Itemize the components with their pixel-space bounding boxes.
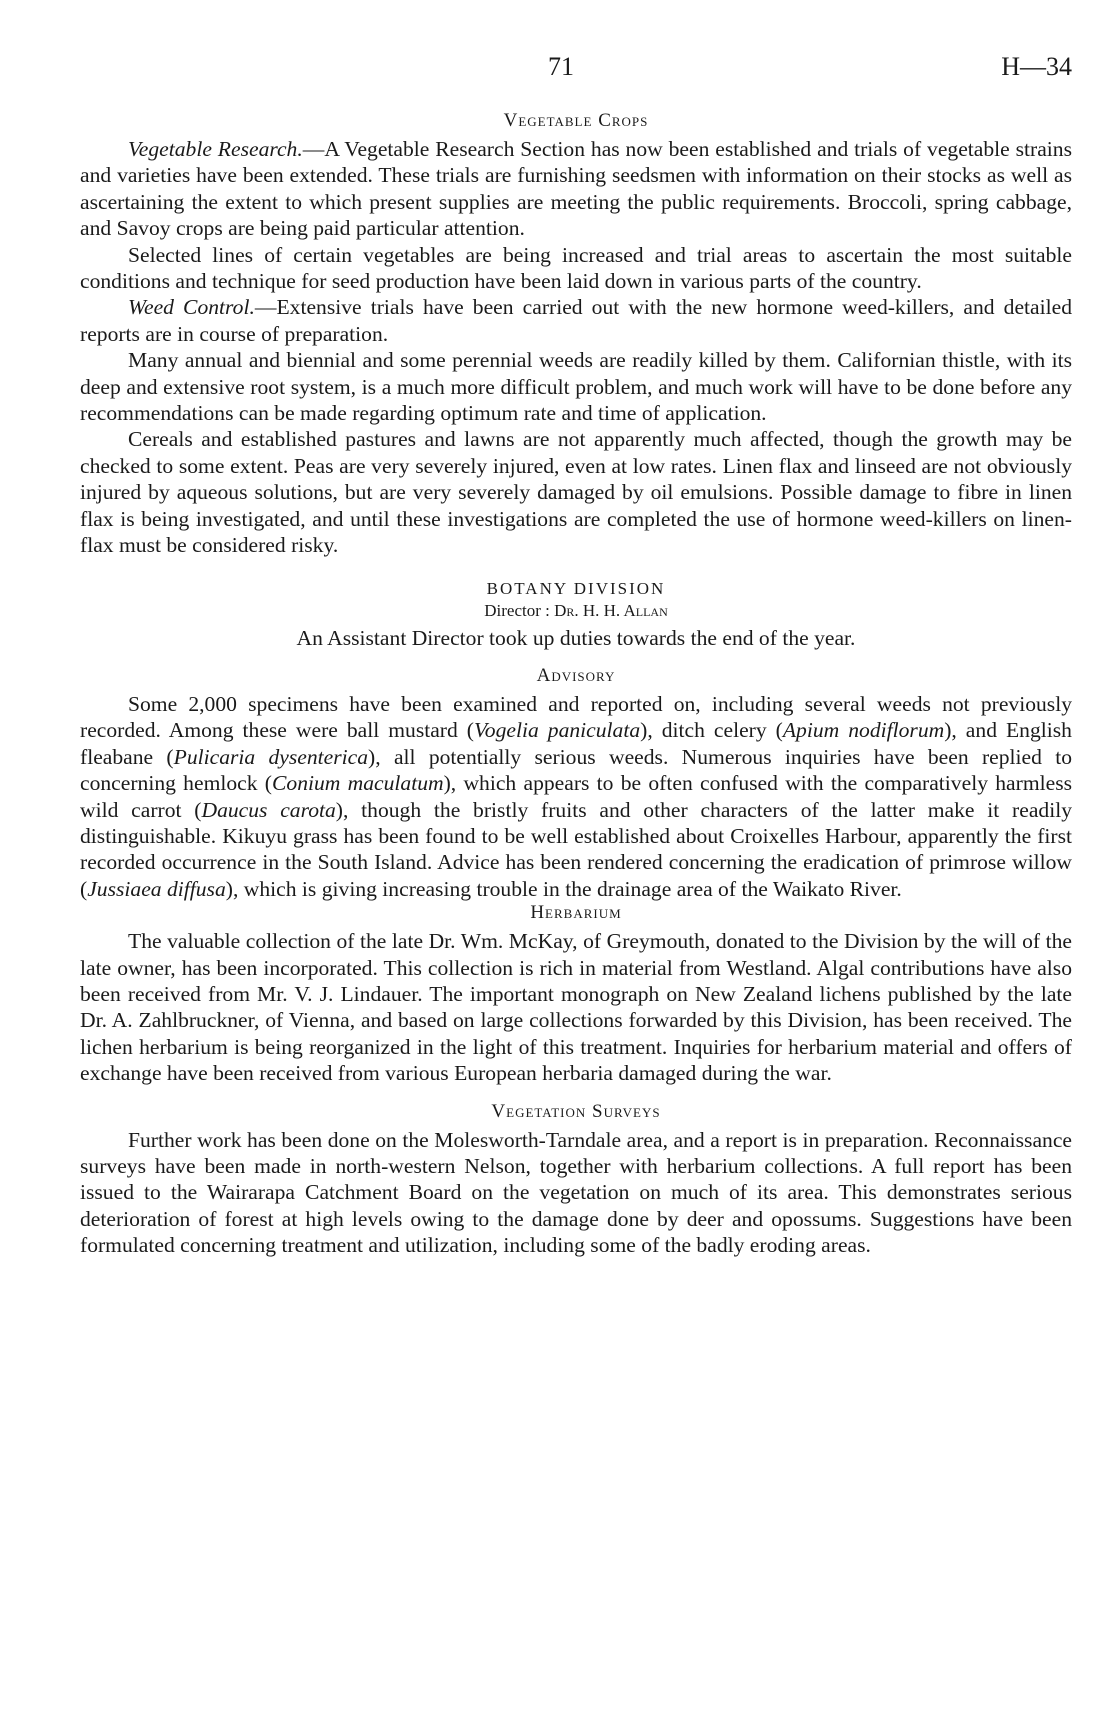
paragraph-assistant-director: An Assistant Director took up duties towards the end of the year.	[296, 625, 856, 650]
text-run: ), ditch celery (	[640, 718, 783, 743]
paragraph-weed-control	[80, 294, 1072, 347]
species-name: Daucus carota	[201, 797, 336, 822]
run-in-heading-vegetable-research: Vegetable Research.	[128, 137, 303, 161]
paragraph-vegetation-surveys: Further work has been done on the Molesworth-Tarndale area, and a report is in preparation. Reconnaissance surveys have been made in north-western Nelson, together with herbarium collections. A full report has been issued to the Wairarapa Catchment Board on the vegetation on much of its area. This demonstrates serious deterioration of forest at high levels owing to the damage done by deer and opossums. Suggestions have been formulated concerning treatment and utilization, including some of the badly eroding areas.	[80, 1127, 1072, 1258]
section-heading-vegetable-crops: Vegetable Crops	[503, 110, 649, 131]
text-run: ), which appears to be often confused with the comparatively harmless wild carrot (	[80, 771, 1073, 822]
director-line	[80, 601, 1072, 621]
text-run: ), which is giving increasing trouble in the drainage area of the Waikato River.	[225, 876, 902, 901]
section-heading-herbarium: Herbarium	[530, 902, 622, 924]
division-title: BOTANY DIVISION	[486, 578, 666, 598]
director-label: Director :	[484, 600, 550, 620]
paragraph-selected-lines: Selected lines of certain vegetables are being increased and trial areas to ascertain the most suitable conditions and technique for seed production have been laid down in various parts of the country.	[80, 242, 1072, 294]
paragraph-text: —A Vegetable Research Section has now been established and trials of vegetable strains and varieties have been extended. These trials are furnishing seedsmen with information on their stocks as well as ascertaining the extent to which present supplies are meeting the public requirements. Broccoli, spring cabbage, and Savoy crops are being paid particular attention.	[80, 137, 1072, 241]
text-run: ), all potentially serious weeds. Numerous inquiries have been replied to concerning hemlock (	[80, 744, 1072, 796]
paragraph-vegetable-research	[80, 136, 1072, 242]
page-number: 71	[548, 52, 574, 81]
text-run: ), and English fleabane (	[80, 718, 1072, 769]
paragraph-text: —Extensive trials have been carried out with the new hormone weed-killers, and detailed reports are in course of preparation.	[80, 295, 1072, 346]
text-run: Some 2,000 specimens have been examined and reported on, including several weeds not previously recorded. Among these were ball mustard (	[80, 691, 1072, 743]
paragraph-annual-weeds: Many annual and biennial and some perennial weeds are readily killed by them. Californian thistle, with its deep and extensive root system, is a much more difficult problem, and much work will have to be done before any recommendations can be made regarding optimum rate and time of application.	[80, 348, 1072, 426]
section-heading-vegetation-surveys: Vegetation Surveys	[491, 1100, 661, 1122]
run-in-heading-weed-control: Weed Control.	[128, 295, 255, 320]
text-run: ), though the bristly fruits and other characters of the latter make it readily distinguishable. Kikuyu grass has been found to be well established about Croixelles Harbour, apparently the first recorded occurrence in the South Island. Advice has been rendered concerning the eradication of primrose willow (	[80, 797, 1072, 901]
species-name: Pulicaria dysenterica	[173, 744, 369, 769]
section-heading-advisory: Advisory	[536, 664, 616, 686]
species-name: Conium maculatum	[272, 771, 444, 796]
species-name: Vogelia paniculata	[474, 718, 641, 743]
paragraph-herbarium: The valuable collection of the late Dr. Wm. McKay, of Greymouth, donated to the Division by the will of the late owner, has been incorporated. This collection is rich in material from Westland. Algal contributions have also been received from Mr. V. J. Lindauer. The important monograph on New Zealand lichens published by the late Dr. A. Zahlbruckner, of Vienna, and based on large collections forwarded by this Division, has been received. The lichen herbarium is being reorganized in the light of this treatment. Inquiries for herbarium material and offers of exchange have been received from various European herbaria damaged during the war.	[80, 929, 1072, 1086]
paragraph-advisory	[80, 691, 1072, 902]
document-code: H—34	[1001, 52, 1072, 81]
page-body	[80, 110, 1072, 1259]
director-name: Dr. H. H. Allan	[554, 600, 668, 620]
paragraph-cereals: Cereals and established pastures and lawns are not apparently much affected, though the growth may be checked to some extent. Peas are very severely injured, even at low rates. Linen flax and linseed are not obviously injured by aqueous solutions, but are very severely damaged by oil emulsions. Possible damage to fibre in linen flax is being investigated, and until these investigations are completed the use of hormone weed-killers on linen-flax must be considered risky.	[80, 427, 1072, 558]
page-header	[0, 52, 1114, 92]
species-name: Jussiaea diffusa	[87, 876, 226, 901]
species-name: Apium nodiflorum	[782, 718, 945, 743]
